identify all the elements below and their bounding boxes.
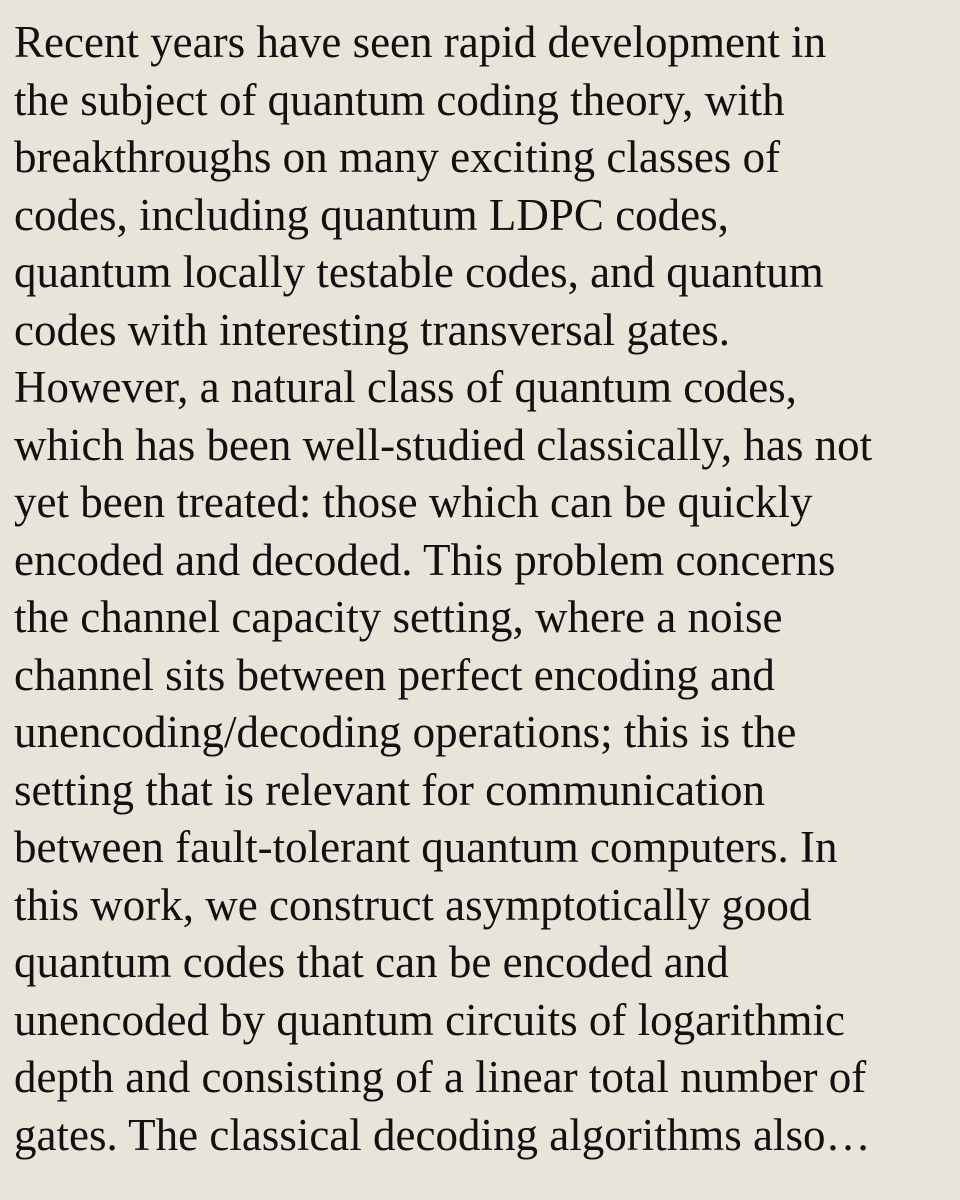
text-line: channel sits between perfect encoding and bbox=[14, 649, 775, 700]
text-line: which has been well-studied classically, has not bbox=[14, 419, 873, 470]
text-line: depth and consisting of a linear total number of bbox=[14, 1052, 867, 1102]
text-line: setting that is relevant for communication bbox=[14, 764, 766, 815]
text-line: this work, we construct asymptotically good bbox=[14, 879, 812, 930]
text-line: codes, including quantum LDPC codes, bbox=[14, 189, 729, 240]
text-line: However, a natural class of quantum codes, bbox=[14, 362, 797, 412]
text-line: codes with interesting transversal gates. bbox=[14, 304, 731, 355]
abstract-text-block bbox=[14, 14, 954, 1164]
text-line: between fault-tolerant quantum computers. In bbox=[14, 822, 838, 872]
text-line: quantum codes that can be encoded and bbox=[14, 937, 729, 987]
text-line: unencoding/decoding operations; this is the bbox=[14, 707, 797, 757]
text-line: encoded and decoded. This problem concerns bbox=[14, 534, 836, 585]
text-line: the channel capacity setting, where a noise bbox=[14, 592, 783, 642]
text-line: Recent years have seen rapid development in bbox=[14, 17, 827, 67]
text-line: unencoded by quantum circuits of logarithmic bbox=[14, 994, 846, 1045]
text-line: gates. The classical decoding algorithms also… bbox=[14, 1109, 871, 1160]
text-line: breakthroughs on many exciting classes of bbox=[14, 132, 781, 182]
text-line: yet been treated: those which can be quickly bbox=[14, 477, 813, 527]
text-line: quantum locally testable codes, and quantum bbox=[14, 247, 824, 297]
text-line: the subject of quantum coding theory, with bbox=[14, 74, 785, 125]
